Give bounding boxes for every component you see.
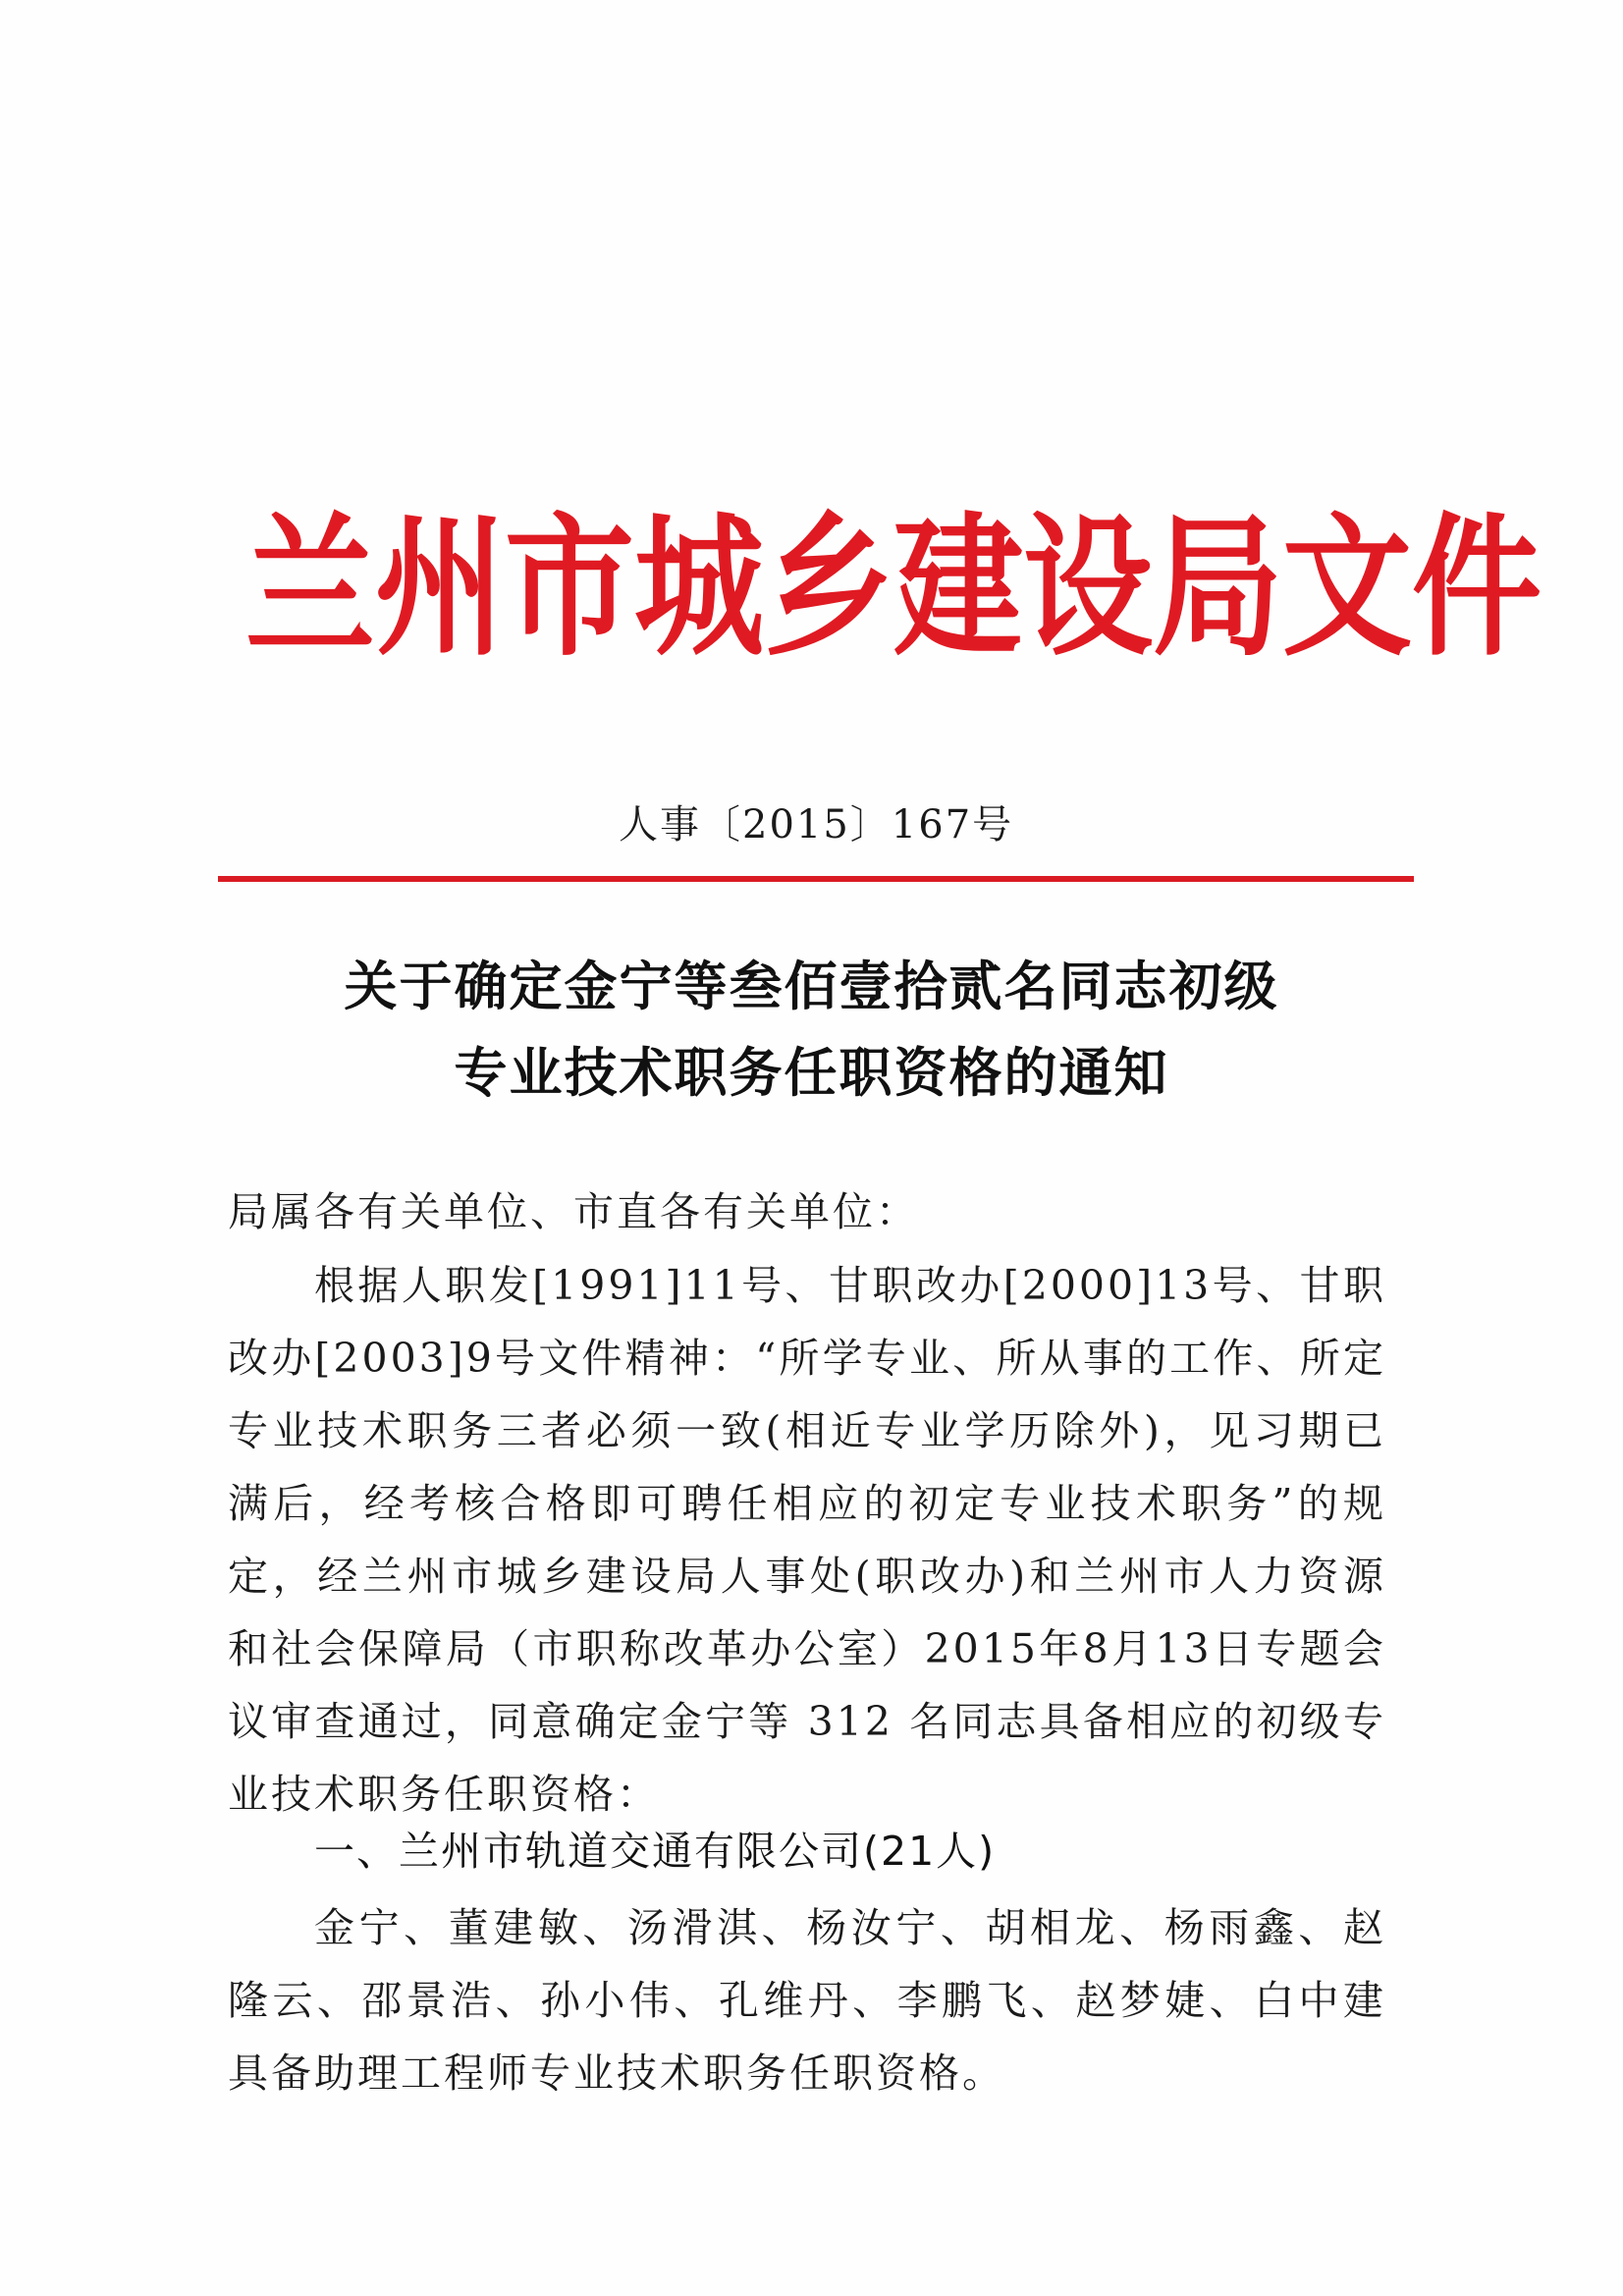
body-paragraph-1: 根据人职发[1991]11号、甘职改办[2000]13号、甘职改办[2003]9号文件精神：“所学专业、所从事的工作、所定专业技术职务三者必须一致(相近专业学历除外)，见习期已满后，经考核合格即可聘任相应的初定专业技术职务”的规定，经兰州市城乡建设局人事处(职改办)和兰州市人力资源和社会保障局（市职称改革办公室）2015年8月13日专题会议审查通过，同意确定金宁等 312 名同志具备相应的初级专业技术职务任职资格： bbox=[228, 1262, 1386, 1818]
issuer-header-title bbox=[245, 476, 1542, 679]
section-heading-1: 一、兰州市轨道交通有限公司(21人) bbox=[314, 1828, 997, 1875]
header-char: 兰 bbox=[245, 499, 375, 679]
header-char: 城 bbox=[634, 499, 764, 679]
header-char: 文 bbox=[1282, 499, 1412, 679]
notice-title-line-1: 关于确定金宁等叁佰壹拾贰名同志初级 bbox=[344, 956, 1279, 1017]
body-paragraph-2: 金宁、董建敏、汤滑淇、杨汝宁、胡相龙、杨雨鑫、赵隆云、邵景浩、孙小伟、孔维丹、李鹏飞、赵梦婕、白中建具备助理工程师专业技术职务任职资格。 bbox=[228, 1904, 1386, 2097]
header-char: 乡 bbox=[764, 499, 893, 679]
header-char: 建 bbox=[893, 499, 1023, 679]
notice-title-line-2: 专业技术职务任职资格的通知 bbox=[454, 1042, 1169, 1104]
header-char: 州 bbox=[375, 499, 505, 679]
header-char: 件 bbox=[1412, 499, 1542, 679]
header-char: 设 bbox=[1023, 499, 1153, 679]
header-char: 市 bbox=[505, 499, 634, 679]
document-number: 人事〔2015〕167号 bbox=[619, 802, 1014, 847]
header-char: 局 bbox=[1153, 499, 1282, 679]
red-separator-line bbox=[218, 876, 1414, 882]
salutation: 局属各有关单位、市直各有关单位： bbox=[228, 1188, 919, 1235]
